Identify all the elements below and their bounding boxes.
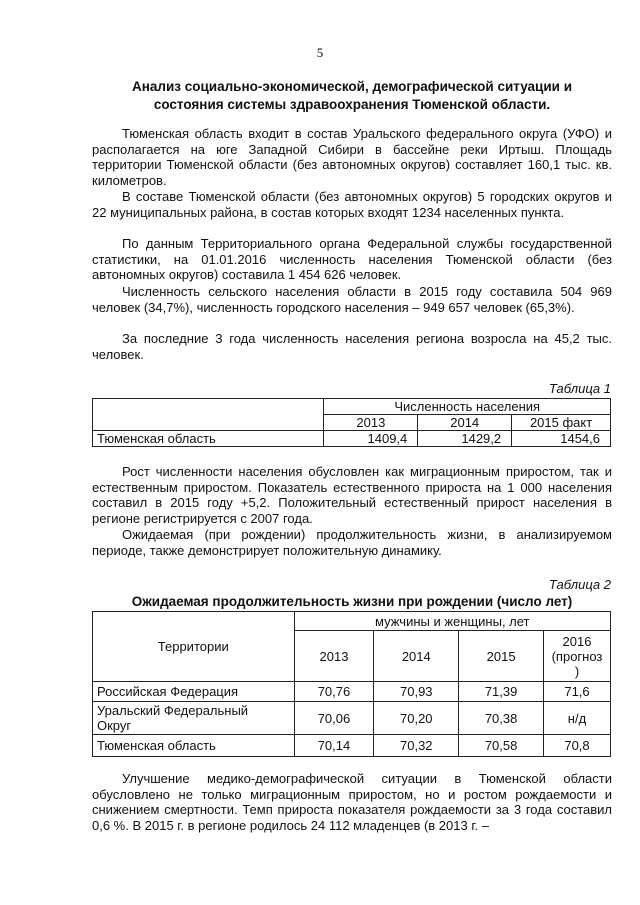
forecast-line: (прогноз (551, 648, 603, 664)
table2-group-header: мужчины и женщины, лет (294, 612, 610, 631)
table1-group-header: Численность населения (324, 399, 611, 415)
table2-year-forecast (544, 631, 611, 682)
table2-value: 70,14 (294, 735, 374, 757)
table-row (93, 735, 611, 757)
table2-year: 2013 (294, 631, 374, 682)
table2-value: 70,20 (374, 702, 459, 735)
table2-year: 2015 (459, 631, 544, 682)
row-label-line: Уральский Федеральный (97, 703, 249, 718)
table2-row-label (93, 702, 295, 735)
table2-year: 2014 (374, 631, 459, 682)
paragraph-rural-urban: Численность сельского населения области в 2015 году составила 504 969 человек (34,7%), численность городского населения – 949 657 человек (65,3%). (92, 284, 612, 315)
section-title-line-1: Анализ социально-экономической, демографической ситуации и (131, 79, 572, 94)
table1-year: 2013 (324, 415, 418, 431)
forecast-line: ) (574, 663, 580, 679)
table2-value: 70,32 (374, 735, 459, 757)
table2-territory-header: Территории (93, 612, 295, 682)
table2-value: 70,76 (294, 682, 374, 702)
paragraph-municipalities: В составе Тюменской области (без автономных округов) 5 городских округов и 22 муниципальных района, в состав которых входят 1234 населенных пункта. (92, 189, 612, 220)
table2-row-label: Тюменская область (93, 735, 295, 757)
table-cell (93, 399, 324, 431)
section-title-line-2: состояния системы здравоохранения Тюменской области. (153, 97, 551, 112)
table-row (93, 431, 611, 447)
table2-value: 70,8 (544, 735, 611, 757)
table2-row-label: Российская Федерация (93, 682, 295, 702)
table1-value: 1409,4 (324, 431, 418, 447)
table1-row-label: Тюменская область (93, 431, 324, 447)
paragraph-growth-cause: Рост численности населения обусловлен как миграционным приростом, так и естественным приростом. Показатель естественного прироста на 1 000 населения составил в 2015 году +5,2. Положительный естественный прирост населения в регионе регистрируется с 2007 года. (92, 464, 612, 526)
table2-value: 70,38 (459, 702, 544, 735)
table2-title: Ожидаемая продолжительность жизни при рождении (число лет) (131, 594, 573, 609)
life-expectancy-table (92, 611, 611, 757)
section-title (92, 78, 612, 114)
table2-value: 70,06 (294, 702, 374, 735)
table2-value: 70,58 (459, 735, 544, 757)
table2-caption: Таблица 2 (548, 577, 611, 592)
row-label-line: Округ (97, 718, 132, 733)
table1-value: 1454,6 (512, 431, 611, 447)
paragraph-region-overview: Тюменская область входит в состав Уральского федерального округа (УФО) и располагается на юге Западной Сибири в бассейне реки Иртыш. Площадь территории Тюменской области (без автономных округов) составляет 160,1 тыс. кв. километров. (92, 126, 612, 188)
table-row (93, 612, 611, 631)
table1-year: 2014 (418, 415, 512, 431)
table-row (93, 682, 611, 702)
table2-value: н/д (544, 702, 611, 735)
paragraph-birth-rate: Улучшение медико-демографической ситуации в Тюменской области обусловлено не только миграционным приростом, но и ростом рождаемости и снижением смертности. Темп прироста показателя рождаемости за 3 года составил 0,6 %. В 2015 г. в регионе родилось 24 112 младенцев (в 2013 г. – (92, 771, 612, 833)
population-table (92, 398, 611, 447)
table-row (93, 399, 611, 415)
table1-caption: Таблица 1 (548, 381, 611, 396)
forecast-line: 2016 (562, 633, 592, 649)
paragraph-population-total: По данным Территориального органа Федеральной службы государственной статистики, на 01.01.2016 численность населения Тюменской области (без автономных округов) составила 1 454 626 человек. (92, 236, 612, 283)
table-row (93, 702, 611, 735)
table2-value: 70,93 (374, 682, 459, 702)
paragraph-life-expectancy: Ожидаемая (при рождении) продолжительность жизни, в анализируемом периоде, также демонстрирует положительную динамику. (92, 527, 612, 558)
page-number: 5 (316, 45, 324, 60)
table2-value: 71,39 (459, 682, 544, 702)
paragraph-growth: За последние 3 года численность населения региона возросла на 45,2 тыс. человек. (92, 331, 612, 362)
table1-value: 1429,2 (418, 431, 512, 447)
table2-value: 71,6 (544, 682, 611, 702)
table1-year: 2015 факт (512, 415, 611, 431)
